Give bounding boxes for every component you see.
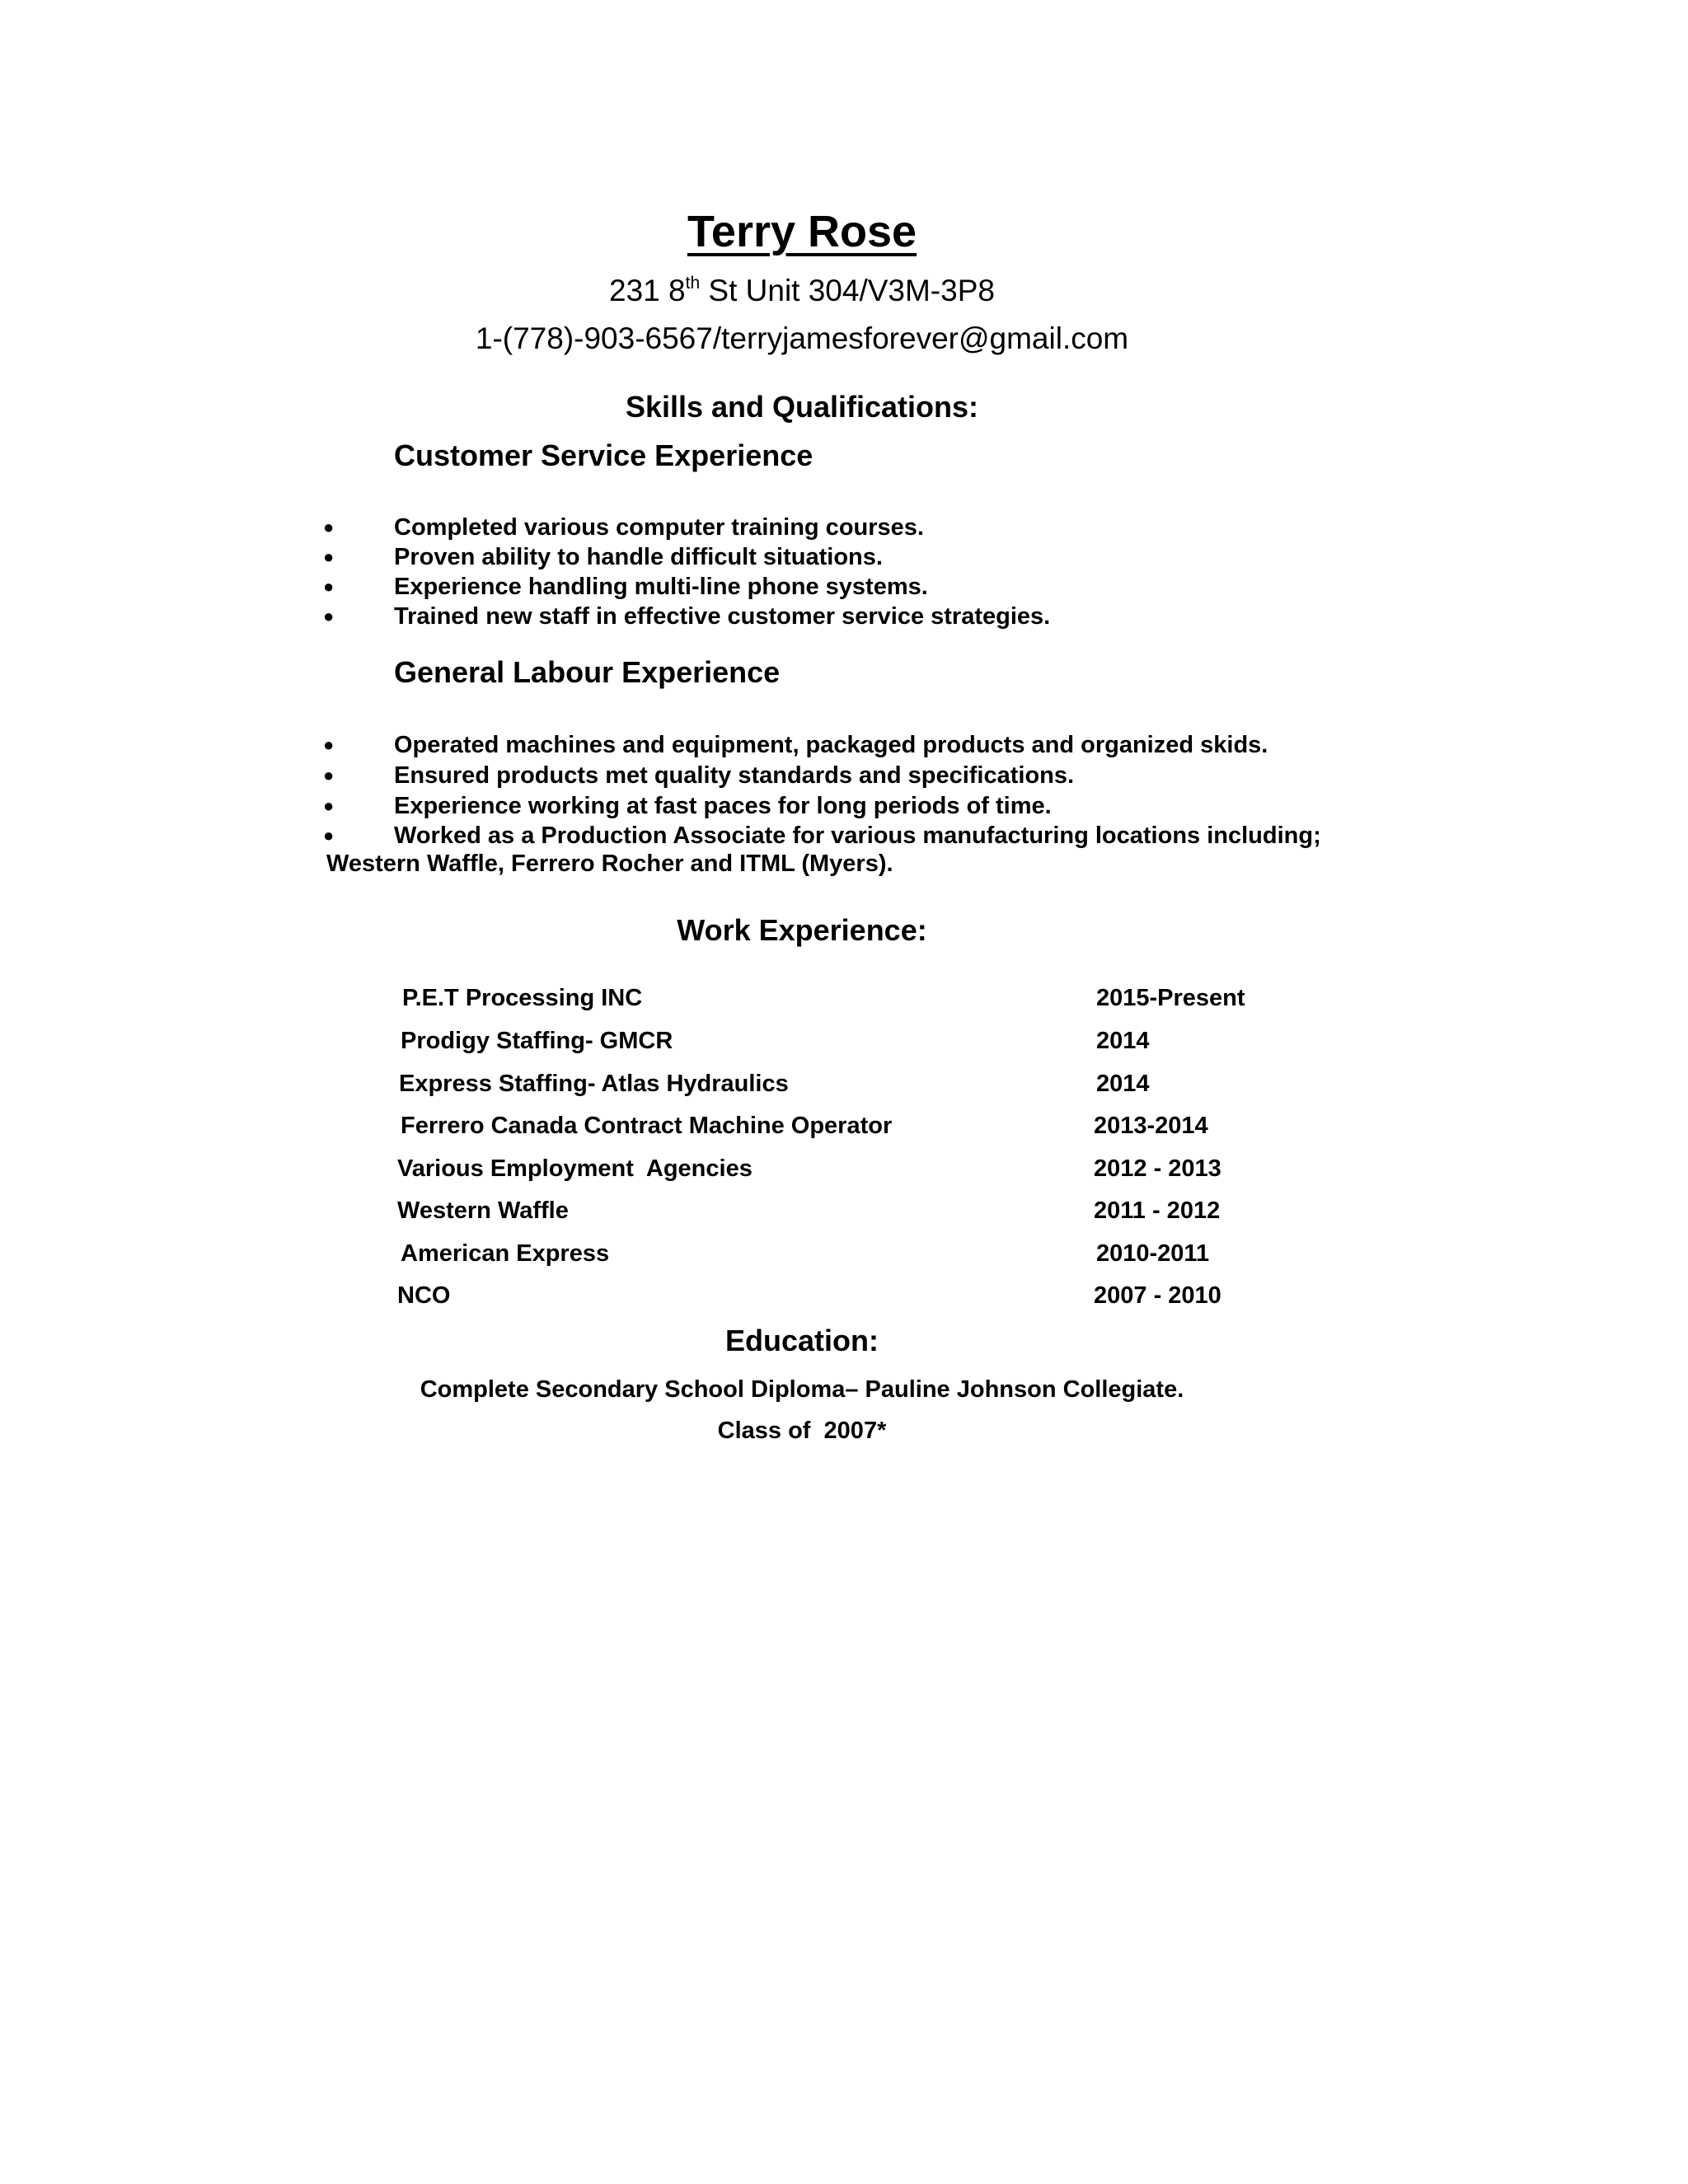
- list-item: [0, 791, 1688, 821]
- education-diploma: Complete Secondary School Diploma– Pauline Johnson Collegiate.: [420, 1376, 1184, 1403]
- job-company: NCO: [397, 1282, 451, 1309]
- list-item-text: Trained new staff in effective customer service strategies.: [394, 603, 1051, 630]
- customer-service-heading: Customer Service Experience: [394, 438, 814, 472]
- address-line: [0, 274, 1604, 308]
- job-company: Prodigy Staffing- GMCR: [401, 1028, 673, 1054]
- job-company: Various Employment Agencies: [397, 1155, 753, 1182]
- address-ordinal-suffix: th: [685, 274, 701, 293]
- list-item-text: Proven ability to handle difficult situations.: [394, 544, 883, 570]
- general-labour-heading: General Labour Experience: [394, 655, 781, 689]
- list-item-text: Experience handling multi-line phone systems.: [394, 574, 928, 600]
- bullet-icon: ●: [323, 546, 335, 567]
- job-dates: 2014: [1096, 1071, 1150, 1097]
- list-item-text: Completed various computer training courses.: [394, 514, 924, 541]
- bullet-icon: ●: [323, 825, 335, 846]
- job-dates: 2007 - 2010: [1094, 1282, 1221, 1309]
- address-suffix: St Unit 304/V3M-3P8: [700, 274, 995, 307]
- list-item-text: Operated machines and equipment, packaged products and organized skids.: [394, 732, 1268, 758]
- job-company: P.E.T Processing INC: [402, 985, 643, 1011]
- job-dates: 2012 - 2013: [1094, 1155, 1221, 1182]
- education-heading: Education:: [725, 1324, 879, 1357]
- candidate-name: Terry Rose: [687, 207, 917, 256]
- list-item-continuation: Western Waffle, Ferrero Rocher and ITML (Myers).: [326, 851, 893, 877]
- list-item: [0, 730, 1688, 760]
- job-dates: 2010-2011: [1096, 1240, 1210, 1267]
- list-item: [0, 572, 1688, 602]
- job-company: Ferrero Canada Contract Machine Operator: [401, 1113, 893, 1139]
- skills-heading: Skills and Qualifications:: [625, 390, 979, 424]
- job-dates: 2015-Present: [1096, 985, 1245, 1011]
- list-item: [0, 542, 1688, 572]
- job-dates: 2014: [1096, 1028, 1150, 1054]
- bullet-icon: ●: [323, 795, 335, 816]
- list-item: [0, 513, 1688, 542]
- list-item: [0, 602, 1688, 631]
- contact-line: 1-(778)-903-6567/terryjamesforever@gmail.com: [475, 321, 1129, 355]
- job-dates: 2013-2014: [1094, 1113, 1208, 1139]
- bullet-icon: ●: [323, 576, 335, 597]
- bullet-icon: ●: [323, 517, 335, 537]
- job-company: Express Staffing- Atlas Hydraulics: [399, 1071, 789, 1097]
- list-item-text: Experience working at fast paces for long periods of time.: [394, 793, 1052, 819]
- bullet-icon: ●: [323, 606, 335, 626]
- list-item: [0, 761, 1688, 790]
- education-class: Class of 2007*: [717, 1418, 887, 1444]
- bullet-icon: ●: [323, 734, 335, 755]
- list-item: [0, 821, 1688, 851]
- bullet-icon: ●: [323, 765, 335, 785]
- job-company: Western Waffle: [397, 1197, 569, 1224]
- address-prefix: 231 8: [609, 274, 686, 307]
- list-item-text: Ensured products met quality standards and specifications.: [394, 762, 1075, 789]
- job-company: American Express: [401, 1240, 610, 1267]
- work-heading: Work Experience:: [677, 913, 927, 947]
- list-item-text: Worked as a Production Associate for various manufacturing locations including;: [394, 823, 1321, 849]
- job-dates: 2011 - 2012: [1094, 1197, 1221, 1224]
